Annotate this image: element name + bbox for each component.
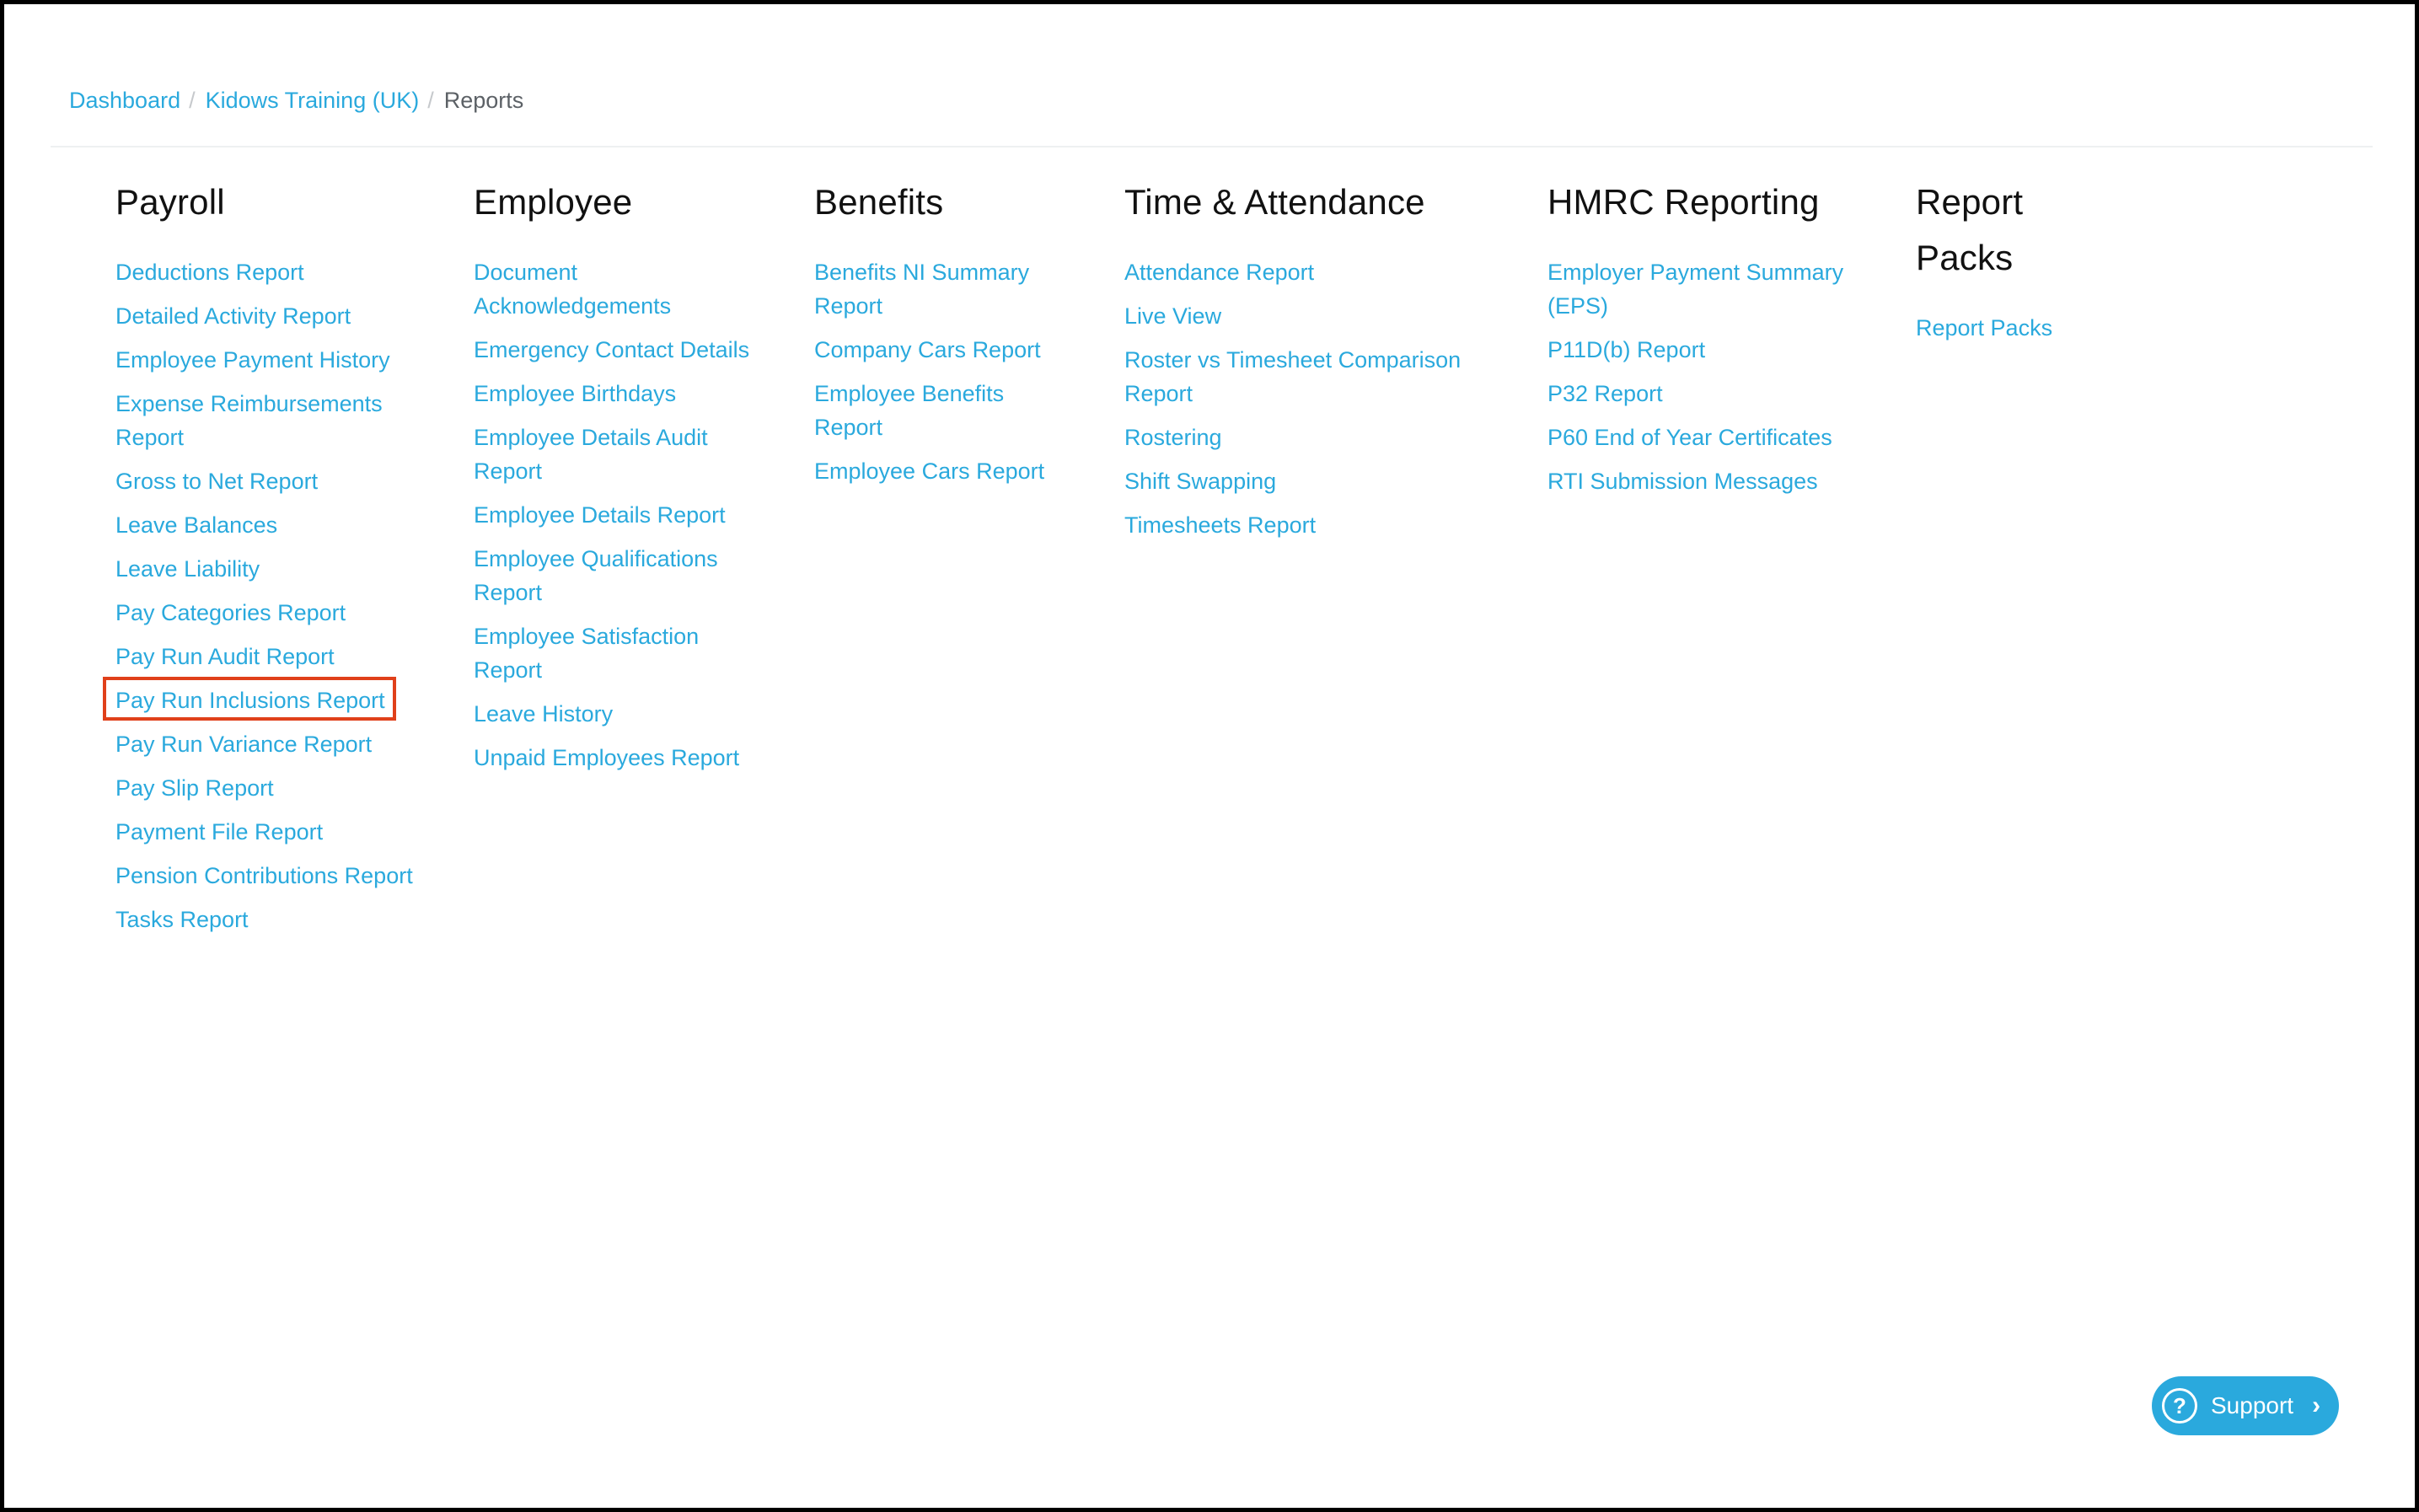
report-link-pay-categories[interactable]: Pay Categories Report [115,600,346,625]
column-heading-payroll: Payroll [115,182,225,222]
breadcrumb-separator: / [427,88,434,113]
report-link-pension-contributions[interactable]: Pension Contributions Report [115,863,413,888]
question-circle-icon: ? [2162,1388,2197,1424]
report-link-pay-run-variance[interactable]: Pay Run Variance Report [115,732,373,757]
report-list-payroll [115,255,444,936]
support-button[interactable] [2152,1376,2339,1435]
report-link-employee-satisfaction[interactable]: Employee Satisfaction Report [474,624,700,683]
report-link-expense-reimbursements[interactable]: Expense Reimbursements Report [115,391,383,450]
report-link-pay-run-audit[interactable]: Pay Run Audit Report [115,644,335,669]
report-link-employee-details[interactable]: Employee Details Report [474,502,726,528]
support-label: Support [2211,1392,2294,1418]
report-link-p60-end-of-year[interactable]: P60 End of Year Certificates [1547,425,1832,450]
report-link-rostering[interactable]: Rostering [1124,425,1222,450]
report-link-tasks[interactable]: Tasks Report [115,907,249,932]
report-link-leave-liability[interactable]: Leave Liability [115,556,260,582]
report-link-employee-qualifications[interactable]: Employee Qualifications Report [474,546,718,605]
report-link-leave-balances[interactable]: Leave Balances [115,512,278,538]
report-link-live-view[interactable]: Live View [1124,303,1222,329]
breadcrumb [69,85,523,115]
report-link-employee-benefits[interactable]: Employee Benefits Report [814,381,1005,440]
report-link-employee-cars[interactable]: Employee Cars Report [814,458,1045,484]
report-link-emergency-contact-details[interactable]: Emergency Contact Details [474,337,750,362]
report-list-benefits [814,255,1067,488]
report-link-roster-vs-timesheet[interactable]: Roster vs Timesheet Comparison Report [1124,347,1462,406]
report-link-attendance[interactable]: Attendance Report [1124,260,1315,285]
report-link-employee-details-audit[interactable]: Employee Details Audit Report [474,425,708,484]
report-column-time-attendance [1124,174,1495,552]
breadcrumb-current: Reports [443,88,524,113]
column-heading-report-packs: Report Packs [1916,182,2024,277]
report-link-gross-to-net[interactable]: Gross to Net Report [115,469,319,494]
report-link-pay-slip[interactable]: Pay Slip Report [115,775,274,801]
column-heading-employee: Employee [474,182,633,222]
report-link-report-packs[interactable]: Report Packs [1916,315,2053,340]
chevron-right-icon: › [2312,1391,2321,1419]
column-heading-benefits: Benefits [814,182,944,222]
column-heading-hmrc-reporting: HMRC Reporting [1547,182,1820,222]
report-link-leave-history[interactable]: Leave History [474,701,614,727]
report-link-p32[interactable]: P32 Report [1547,381,1663,406]
report-list-report-packs [1916,311,2084,345]
report-link-timesheets[interactable]: Timesheets Report [1124,512,1317,538]
breadcrumb-separator: / [189,88,196,113]
report-column-hmrc-reporting [1547,174,1885,508]
breadcrumb-dashboard[interactable]: Dashboard [69,88,181,113]
report-link-employee-birthdays[interactable]: Employee Birthdays [474,381,677,406]
header-divider [51,146,2373,147]
report-column-benefits [814,174,1067,498]
report-column-payroll [115,174,444,946]
page [4,4,2415,1508]
report-list-time-attendance [1124,255,1495,542]
report-link-payment-file[interactable]: Payment File Report [115,819,324,844]
report-link-rti-submission-messages[interactable]: RTI Submission Messages [1547,469,1818,494]
column-heading-time-attendance: Time & Attendance [1124,182,1425,222]
breadcrumb-kidows-training[interactable]: Kidows Training (UK) [205,88,420,113]
report-link-unpaid-employees[interactable]: Unpaid Employees Report [474,745,740,770]
report-link-deductions[interactable]: Deductions Report [115,260,304,285]
report-link-employee-payment-history[interactable]: Employee Payment History [115,347,390,373]
report-link-p11db[interactable]: P11D(b) Report [1547,337,1706,362]
report-list-hmrc-reporting [1547,255,1885,498]
report-link-benefits-ni-summary[interactable]: Benefits NI Summary Report [814,260,1030,319]
report-list-employee [474,255,760,775]
report-link-shift-swapping[interactable]: Shift Swapping [1124,469,1277,494]
report-link-document-acknowledgements[interactable]: Document Acknowledgements [474,260,672,319]
report-link-detailed-activity[interactable]: Detailed Activity Report [115,303,351,329]
report-link-pay-run-inclusions[interactable]: Pay Run Inclusions Report [115,688,385,713]
report-column-employee [474,174,760,785]
report-link-employer-payment-summary[interactable]: Employer Payment Summary (EPS) [1547,260,1844,319]
report-column-report-packs [1916,174,2084,355]
report-link-company-cars[interactable]: Company Cars Report [814,337,1041,362]
